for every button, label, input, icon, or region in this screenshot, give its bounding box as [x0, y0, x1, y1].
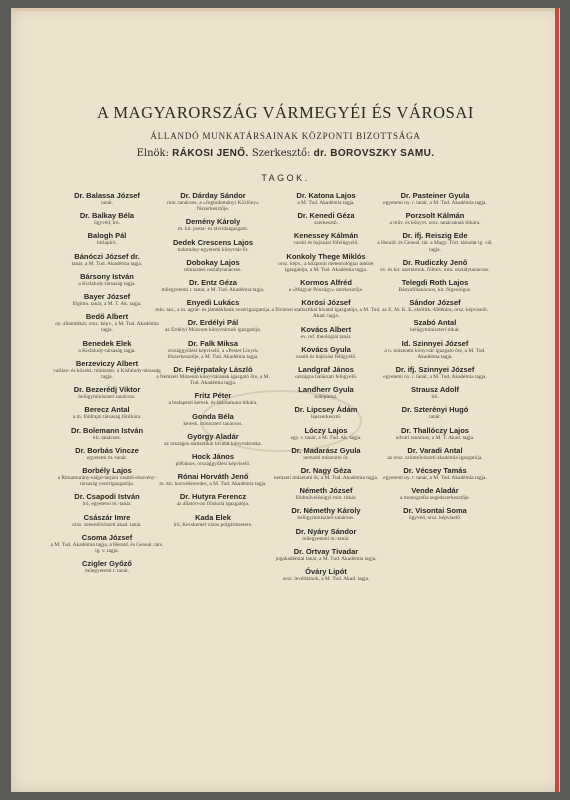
member-description: tanár, a M. Tud. Akadémia tagja. [71, 260, 143, 267]
cover-edge [555, 8, 559, 792]
member-entry [155, 238, 271, 253]
member-entry [377, 258, 493, 273]
member-name: Dr. Nyáry Sándor [295, 526, 357, 536]
member-name: Kovács Albert [300, 324, 352, 334]
member-name: Dr. Bezerédj Viktor [73, 385, 141, 395]
member-entry [377, 278, 493, 293]
member-entry [155, 339, 271, 360]
member-entry [268, 191, 384, 206]
member-description: keresk. miniszteri tanácsos. [183, 420, 243, 427]
member-entry [268, 506, 384, 521]
member-description: az orsz. színművészeti akadémia igazgatója. [387, 454, 483, 461]
member-name: Dr. Bolemann István [70, 425, 144, 435]
member-entry [49, 359, 165, 380]
member-name: Sándor József [409, 298, 461, 308]
member-entry [377, 506, 493, 521]
member-description: tanár. [101, 200, 113, 206]
member-entry [49, 252, 165, 267]
member-name: Czigler Győző [81, 559, 132, 569]
editor-label: Szerkesztő: [251, 148, 311, 159]
member-description: a m. földrajzi társaság főtitkára. [72, 414, 142, 421]
member-entry [268, 466, 384, 481]
watermark-stamp [196, 386, 366, 456]
member-description: főgimn. tanár, a M. T. Ak. tagja. [72, 301, 142, 308]
member-description: vasúti és hajózási felügyelő. [295, 353, 357, 360]
member-entry [268, 231, 384, 246]
member-name: Dr. Dárday Sándor [180, 191, 246, 200]
member-name: Bársony István [80, 271, 134, 281]
member-name: Dr. Varadi Antal [407, 445, 463, 455]
member-name: Dr. ifj. Szinnyei József [395, 365, 475, 375]
member-description: műegyetemi r. tanár. [84, 568, 129, 575]
member-entry [268, 278, 384, 293]
member-entry [49, 466, 165, 487]
member-description: orsz. levéltárnok, a M. Tud. Akad. tagja. [282, 576, 370, 583]
member-name: Dr. Fejérpataky László [173, 365, 253, 375]
member-description: műegyetemi r. tanár, a M. Tud. Akadémia tagja. [161, 287, 265, 294]
member-name: Dr. Vécsey Tamás [403, 466, 467, 476]
member-description: egyetemi ny. r. tanár, a M. Tud. Akadémia tagja. [383, 200, 487, 206]
member-description: lapszerkesztő. [310, 414, 342, 421]
member-description: a Nemzeti Múzeum könyvtárának igazgató őre, a M. Tud. Akadémia tagja. [156, 374, 270, 387]
member-name: Fritz Péter [194, 391, 232, 401]
members-heading: TAGOK. [261, 173, 310, 183]
editors-line [11, 148, 560, 159]
member-description: m. kir. honvédezredes, a M. Tud. Akadémia tagja. [159, 481, 267, 488]
member-entry [377, 231, 493, 252]
member-description: a »Magyar Pénzügy« szerkesztője. [288, 287, 364, 294]
member-entry [155, 217, 271, 232]
member-name: Dr. Entz Géza [189, 278, 237, 288]
member-entry [377, 426, 493, 441]
member-description: műépítész. [314, 394, 338, 401]
editor-name: dr. BOROVSZKY SAMU. [313, 148, 435, 159]
member-entry [268, 547, 384, 562]
member-name: Dr. Nagy Géza [300, 466, 352, 476]
member-description: a M. Tud. Akadémia tagja, a Herald. és Geneal. társ. ig. v. tagja. [50, 541, 164, 555]
page-subtitle: ÁLLANDÓ MUNKATÁRSAINAK KÖZPONTI BIZOTTSÁGA [150, 131, 421, 141]
member-description: a Herald. és Geneal. tár. a Magy. Tört. társulat ig. vál. tagja. [377, 240, 493, 253]
member-name: Dr. Rudiczky Jenő [402, 257, 468, 267]
member-name: Dr. Borbás Vincze [75, 445, 139, 455]
member-description: földművelésügyi min. titkár. [295, 495, 357, 502]
member-description: belügyminiszteri titkár. [409, 327, 460, 334]
member-entry [155, 492, 271, 507]
member-description: a n. múzeumi könyvtár igazgató őre, a M. Tud. Akadémia tagja. [384, 347, 486, 360]
member-name: Dr. Balkay Béla [79, 211, 135, 221]
member-entry [268, 252, 384, 273]
member-name: Demény Károly [185, 217, 241, 227]
member-entry [49, 385, 165, 400]
member-entry [377, 385, 493, 400]
member-description: író, Kecskemét város polgármestere. [173, 521, 253, 528]
member-name: Dr. Falk Miksa [187, 338, 239, 348]
member-name: Dr. Visontai Soma [403, 506, 467, 516]
member-description: az országos statisztikai hivatal könyvtárnoka. [164, 440, 262, 447]
member-name: Telegdi Roth Lajos [401, 278, 469, 288]
member-column-4 [377, 191, 493, 527]
member-description: min. tan., a m. agrár- és jámdékbank vezérigazgatója. [155, 307, 271, 314]
member-entry [377, 211, 493, 226]
member-description: a budapesti keresk. és iparkamara titkára. [168, 400, 258, 407]
member-entry [49, 533, 165, 554]
member-entry [268, 486, 384, 501]
member-entry [155, 318, 271, 333]
member-description: író. [431, 394, 439, 401]
member-name: Hock János [191, 452, 235, 462]
member-entry [377, 365, 493, 380]
member-name: Lóczy Lajos [304, 425, 348, 435]
member-entry [49, 559, 165, 574]
page-title: A MAGYARORSZÁG VÁRMEGYÉI ÉS VÁROSAI [96, 103, 474, 122]
member-entry [268, 325, 384, 340]
member-entry [268, 211, 384, 226]
member-name: Kada Elek [195, 512, 231, 522]
member-description: valláss- és közokt. miniszter, a Kisfaludy-társaság tagja. [53, 367, 161, 381]
member-description: belügyminiszteri tanácsos. [297, 515, 355, 522]
member-entry [268, 298, 384, 319]
member-description: a Kisfaludy-társaság tagja. [78, 347, 136, 354]
member-entry [49, 231, 165, 246]
member-description: egyetemi ny. r. tanár, a M. Tud. Akadémia tagja. [383, 475, 487, 482]
member-name: Landherr Gyula [298, 385, 354, 395]
member-name: Dr. Ortvay Tivadar [293, 546, 359, 556]
member-description: tudomány-egyetemi könyvtár-őr. [177, 246, 249, 253]
member-entry [155, 472, 271, 487]
member-name: Kormos Alfréd [300, 278, 352, 288]
member-description: a műv. és könyvt. orsz. tanácsának titkára. [389, 220, 481, 227]
member-description: országos halászati felügyelő. [294, 374, 358, 381]
member-description: ev. és kir. szertárnok, fölmív. min. osztálytanácsos. [380, 266, 490, 273]
member-name: Dr. ifj. Reiszig Ede [402, 231, 468, 241]
member-name: Dr. Csapodi István [74, 492, 140, 502]
member-name: Dobokay Lajos [186, 257, 240, 267]
member-name: Dr. Erdélyi Pál [187, 318, 239, 328]
member-name: Berzeviczy Albert [75, 358, 139, 368]
member-description: orsz. képv., a központi meteorológiai intézet igazgatója, a M. Tud. Akadémia tagja. [278, 260, 374, 273]
member-description: tanár. [429, 414, 441, 421]
member-entry [377, 486, 493, 501]
member-entry [155, 298, 271, 313]
member-description: miniszteri osztálytanácsos. [184, 266, 242, 273]
member-name: Dr. Balassa József [74, 191, 140, 200]
member-entry [377, 446, 493, 461]
member-description: nemzeti múzeumi őr. [303, 454, 349, 461]
member-name: Dr. Madarász Gyula [291, 445, 361, 455]
member-description: író, egyetemi m.-tanár. [82, 501, 132, 508]
member-entry [155, 278, 271, 293]
member-description: a monografia segédszerkesztője. [400, 495, 470, 502]
member-description: plébános, országgyűlési képviselő. [175, 461, 251, 468]
member-entry [49, 272, 165, 287]
member-description: belügyminiszteri tanácsos. [78, 394, 136, 401]
book-page [11, 8, 560, 792]
member-entry [377, 405, 493, 420]
member-description: egyetemi m.-tanár. [86, 454, 128, 461]
member-entry [49, 426, 165, 441]
member-name: Kovács Gyula [301, 344, 351, 354]
member-name: Csoma József [81, 532, 133, 542]
member-description: ügyvéd, író. [94, 220, 120, 227]
member-name: Dr. Szterényi Hugó [401, 405, 469, 415]
member-entry [49, 446, 165, 461]
member-entry [268, 365, 384, 380]
member-description: szerkesztő. [314, 220, 338, 227]
member-name: Porzsolt Kálmán [405, 211, 465, 221]
member-description: országgyűlési képviselő, a »Pester Lloyd« főszerkesztője, a M. Tud. Akadémia tagja. [167, 347, 259, 360]
member-name: Dr. Katona Lajos [296, 191, 356, 200]
member-name: Strausz Adolf [410, 385, 460, 395]
member-name: Id. Szinnyei József [401, 338, 469, 348]
member-description: nemzeti múzeumi őr, a M. Tud. Akadémia tagja. [273, 475, 379, 482]
member-name: Dr. Némethy Károly [291, 506, 361, 516]
member-description: ny. államtitkár, orsz. képv., a M. Tud. Akadémia tagja. [55, 321, 159, 334]
member-description: m. kir. posta- és távirdaigazgató. [177, 226, 249, 233]
member-entry [377, 318, 493, 333]
member-entry [268, 345, 384, 360]
member-name: Vende Aladár [411, 486, 459, 496]
member-description: a fővárosi statisztikai hivatal igazgatója, a M. Tud. Akad. tagja. [271, 307, 381, 320]
member-name: Dedek Crescens Lajos [172, 237, 254, 247]
member-name: Dr. Thallóczy Lajos [401, 425, 469, 435]
member-name: Szabó Antal [413, 318, 457, 328]
member-name: Rónai Horváth Jenő [177, 472, 249, 482]
member-entry [49, 312, 165, 333]
member-entry [268, 567, 384, 582]
member-entry [49, 339, 165, 354]
member-name: Balogh Pál [87, 231, 127, 241]
member-description: orsz. zeneművészeti akad. tanár. [72, 521, 142, 528]
member-name: Körösi József [301, 298, 351, 308]
member-name: Kenessey Kálmán [293, 231, 359, 241]
member-description: egy. r. tanár, a M. Tud. Ak. tagja. [290, 434, 362, 441]
member-name: Enyedi Lukács [186, 298, 240, 308]
member-column-1 [49, 191, 165, 579]
member-entry [377, 466, 493, 481]
member-name: Bánóczi József dr. [74, 251, 140, 261]
member-name: Dr. Lipcsey Ádám [294, 405, 358, 415]
member-name: György Aladár [187, 431, 239, 441]
member-name: Benedek Elek [82, 338, 132, 348]
member-entry [268, 527, 384, 542]
member-entry [377, 298, 493, 313]
member-description: hírlapíró. [97, 240, 117, 247]
member-name: Császár Imre [83, 512, 131, 522]
member-entry [377, 191, 493, 206]
member-description: ev. ref. theologiai tanár. [300, 333, 352, 340]
member-entry [49, 513, 165, 528]
member-entry [155, 191, 271, 212]
member-name: Németh József [299, 486, 353, 496]
member-description: műegyetemi m.-tanár. [302, 535, 350, 542]
member-description: a Rimamurány-salgó-tarjáni vasmű-részvény-társaság vezérigazgatója. [57, 475, 157, 488]
member-name: Gonda Béla [192, 411, 234, 421]
member-entry [377, 339, 493, 360]
member-entry [49, 211, 165, 226]
member-description: az állatorvosi főiskola igazgatója. [176, 501, 250, 508]
member-description: udvari tanácsos, a M. T. Akad. tagja. [395, 434, 475, 441]
member-description: jogakadémiai tanár, a M. Tud. Akadémia tagja. [275, 555, 377, 562]
member-description: kir. tanácsos. [93, 434, 121, 441]
member-name: Dr. Pasteiner Gyula [400, 191, 470, 200]
member-name: Borbély Lajos [82, 466, 132, 476]
member-name: Konkoly Thege Miklós [286, 251, 366, 261]
member-description: vasúti és hajózási főfelügyelő. [293, 240, 359, 247]
member-name: Bayer József [83, 292, 131, 302]
member-name: Óváry Lipót [305, 567, 347, 577]
member-description: egyetemi ny. r. tanár, a M. Tud. Akadémia tagja. [383, 374, 487, 381]
member-name: Bedő Albert [85, 312, 129, 322]
member-description: az E. M. K. E. elsőtitk.-főtitkára, orsz. képviselő. [382, 307, 488, 314]
member-entry [155, 513, 271, 528]
member-entry [49, 405, 165, 420]
chairman-label: Elnök: [136, 148, 169, 159]
member-description: min. tanácsos, a »Jogtudományi Közlöny« főszerkesztője. [167, 200, 259, 213]
member-name: Dr. Kenedi Géza [297, 211, 355, 221]
member-description: az Erdélyi Múzeum könyvtárnok igazgatója. [165, 327, 261, 334]
member-entry [49, 292, 165, 307]
page-top-edge [11, 8, 560, 11]
member-name: Landgraf János [298, 365, 354, 375]
member-description: ügyvéd, orsz. képviselő. [408, 515, 462, 522]
chairman-name: RÁKOSI JENŐ. [172, 148, 249, 159]
member-column-2 [155, 191, 271, 533]
member-entry [49, 492, 165, 507]
member-entry [49, 191, 165, 206]
member-entry [155, 365, 271, 386]
member-entry [155, 258, 271, 273]
member-name: Berecz Antal [84, 405, 130, 415]
member-name: Dr. Hutyra Ferencz [179, 492, 247, 502]
member-description: a Kisfaludy-társaság tagja. [78, 280, 136, 287]
member-description: a M. Tud. Akadémia tagja. [297, 200, 355, 206]
member-description: Bányafőtanácsos, kir. főgeológus. [398, 287, 472, 294]
